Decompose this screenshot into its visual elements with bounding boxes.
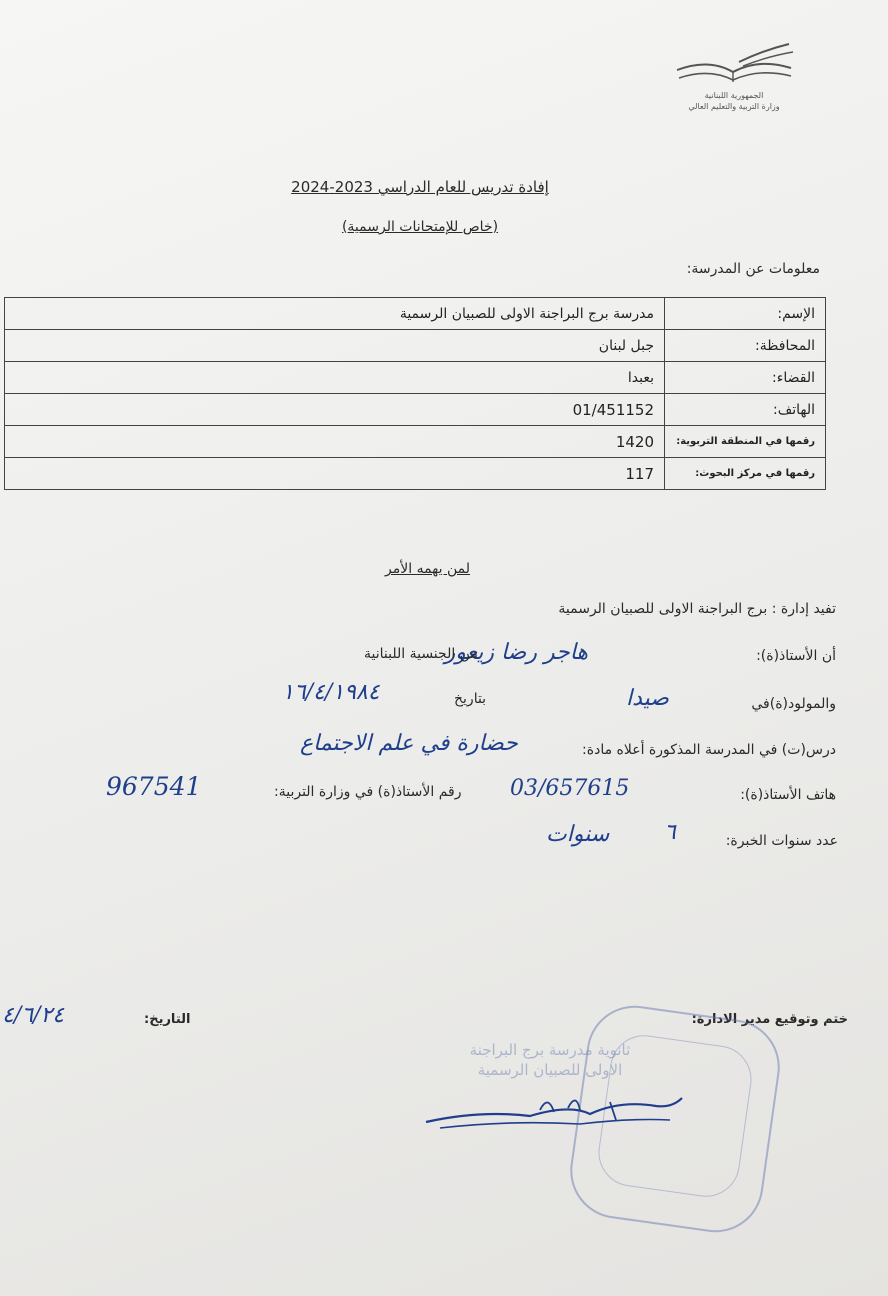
experience-unit: سنوات xyxy=(546,822,610,847)
table-row xyxy=(5,458,826,490)
teacher-phone: 03/657615 xyxy=(510,776,630,801)
row-label: المحافظة: xyxy=(665,330,826,362)
row-value: بعبدا xyxy=(5,362,665,394)
table-row xyxy=(5,362,826,394)
row-label: الهاتف: xyxy=(665,394,826,426)
logo-line-ministry: وزارة التربية والتعليم العالي xyxy=(688,102,780,111)
document-subtitle: (خاص للإمتحانات الرسمية) xyxy=(341,219,499,235)
stamp-text xyxy=(420,1040,680,1080)
experience-label: عدد سنوات الخبرة: xyxy=(725,833,838,849)
director-signature xyxy=(420,1080,700,1150)
row-value: جبل لبنان xyxy=(5,330,665,362)
row-label: القضاء: xyxy=(665,362,826,394)
school-info-table xyxy=(4,297,826,490)
ministry-number-label: رقم الأستاذ(ة) في وزارة التربية: xyxy=(274,784,462,800)
logo-line-republic: الجمهورية اللبنانية xyxy=(704,91,764,100)
teacher-name: هاجر رضا زيعور xyxy=(444,640,588,665)
school-info-heading: معلومات عن المدرسة: xyxy=(686,261,820,277)
table-row xyxy=(5,330,826,362)
teacher-phone-label: هاتف الأستاذ(ة): xyxy=(740,787,836,803)
row-value: 117 xyxy=(5,458,665,490)
birth-date: ١٦/٤/١٩٨٤ xyxy=(282,680,380,705)
subject: حضارة في علم الاجتماع xyxy=(300,731,518,756)
document-title: إفادة تدريس للعام الدراسي 2023-2024 xyxy=(291,178,549,196)
stamp-text-line1: ثانوية مدرسة برج البراجنة xyxy=(469,1041,631,1059)
row-value: مدرسة برج البراجنة الاولى للصبيان الرسمية xyxy=(5,298,665,330)
row-label: الإسم: xyxy=(665,298,826,330)
ministry-number: 967541 xyxy=(106,772,202,801)
stamp-text-line2: الاولى للصبيان الرسمية xyxy=(477,1061,623,1079)
row-value: 01/451152 xyxy=(5,394,665,426)
administration-line: تفيد إدارة : برج البراجنة الاولى للصبيان الرسمية xyxy=(558,601,836,617)
row-label: رقمها في مركز البحوث: xyxy=(665,458,826,490)
row-value: 1420 xyxy=(5,426,665,458)
row-label: رقمها في المنطقة التربوية: xyxy=(665,426,826,458)
director-signature-label: ختم وتوقيع مدير الادارة: xyxy=(691,1012,848,1027)
born-label: والمولود(ة)في xyxy=(751,696,836,712)
book-emblem-icon xyxy=(669,40,799,86)
table-row xyxy=(5,298,826,330)
teacher-label: أن الأستاذ(ة): xyxy=(756,648,836,664)
to-whom-heading: لمن يهمه الأمر xyxy=(385,561,470,577)
date-label: بتاريخ xyxy=(454,691,487,707)
birth-place: صيدا xyxy=(626,686,669,711)
date-footer-label: التاريخ: xyxy=(144,1012,191,1027)
taught-label: درس(ت) في المدرسة المذكورة أعلاه مادة: xyxy=(582,742,836,758)
nationality-text: من الجنسية اللبنانية xyxy=(364,646,478,662)
experience-years: ٦ xyxy=(664,820,676,845)
ministry-logo xyxy=(664,40,804,112)
date-footer-value: ٤/٦/٢٤ xyxy=(2,1003,65,1028)
table-row xyxy=(5,426,826,458)
table-row xyxy=(5,394,826,426)
